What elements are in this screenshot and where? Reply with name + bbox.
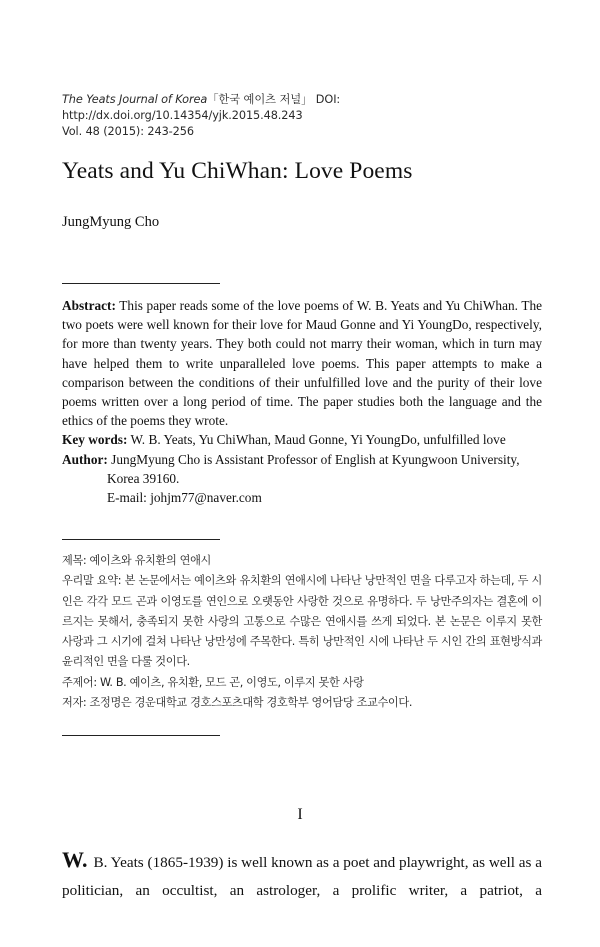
keywords-text: W. B. Yeats, Yu ChiWhan, Maud Gonne, Yi YoungDo, unfulfilled love xyxy=(130,432,506,448)
korean-author: 저자: 조정명은 경운대학교 경호스포츠대학 경호학부 영어담당 조교수이다. xyxy=(62,696,413,710)
divider-rule xyxy=(62,283,220,284)
author-email[interactable]: E-mail: johjm77@naver.com xyxy=(107,490,262,506)
abstract-block xyxy=(62,296,542,507)
korean-keywords: 주제어: W. B. 예이츠, 유치환, 모드 곤, 이영도, 이루지 못한 사랑 xyxy=(62,675,364,689)
abstract-label: Abstract: xyxy=(62,298,116,313)
korean-summary: 우리말 요약: 본 논문에서는 예이츠와 유치환의 연애시에 나타난 낭만적인 면을 다루고자 하는데, 두 시인은 각각 모드 곤과 이영도를 연인으로 오랫동안 사랑한 것으로 유명하다. 두 낭만주의자는 결혼에 이르지는 못해서, 충족되지 못한 사랑의 고통으로 수많은 연애시를 쓰게 되었다. 본 논문은 이루지 못한 사랑과 그 시기에 걸쳐 나타난 낭만성에 주목한다. 특히 낭만적인 시에 나타난 두 시인 간의 표현방식과 윤리적인 면을 다룰 것이다. xyxy=(62,574,542,669)
korean-title: 제목: 예이츠와 유치환의 연애시 xyxy=(62,554,211,567)
divider-rule xyxy=(62,735,220,736)
author-affiliation-line2: Korea 39160. xyxy=(107,470,180,486)
doi-link[interactable]: DOI: http://dx.doi.org/10.14354/yjk.2015.48.243 xyxy=(62,93,341,122)
keywords-paragraph xyxy=(62,430,542,449)
volume-line: Vol. 48 (2015): 243-256 xyxy=(62,125,194,138)
keywords-label: Key words: xyxy=(62,432,128,448)
author-affiliation: JungMyung Cho is Assistant Professor of English at Kyungwoon University, xyxy=(111,451,520,467)
journal-korean-name: 「한국 예이츠 저널」 xyxy=(207,93,313,106)
author-label: Author: xyxy=(62,451,108,467)
journal-header xyxy=(62,92,562,140)
author-name: JungMyung Cho xyxy=(62,214,160,230)
abstract-paragraph xyxy=(62,296,542,430)
journal-name: The Yeats Journal of Korea xyxy=(62,93,208,106)
korean-abstract-block xyxy=(62,551,542,713)
paper-title: Yeats and Yu ChiWhan: Love Poems xyxy=(62,158,413,184)
body-paragraph xyxy=(62,846,542,905)
journal-citation-line xyxy=(62,92,562,124)
abstract-text: This paper reads some of the love poems of W. B. Yeats and Yu ChiWhan. The two poets were well known for their love for Maud Gonne and Yi YoungDo, respectively, for more than twenty years. They both could not marry their woman, which in turn may have helped them to write unparalleled love poems. This paper attempts to make a comparison between the conditions of their unfulfilled love and the purity of their love poems written over a long period of time. The paper studies both the language and the ethics of the poems they wrote. xyxy=(62,298,542,429)
section-heading: I xyxy=(297,806,303,823)
divider-rule xyxy=(62,539,220,540)
author-paragraph xyxy=(62,450,542,469)
body-text: B. Yeats (1865-1939) is well known as a poet and playwright, as well as a politician, an occultist, an astrologer, a prolific writer, a patriot, a xyxy=(62,854,542,899)
drop-cap-word: W. xyxy=(62,847,88,872)
